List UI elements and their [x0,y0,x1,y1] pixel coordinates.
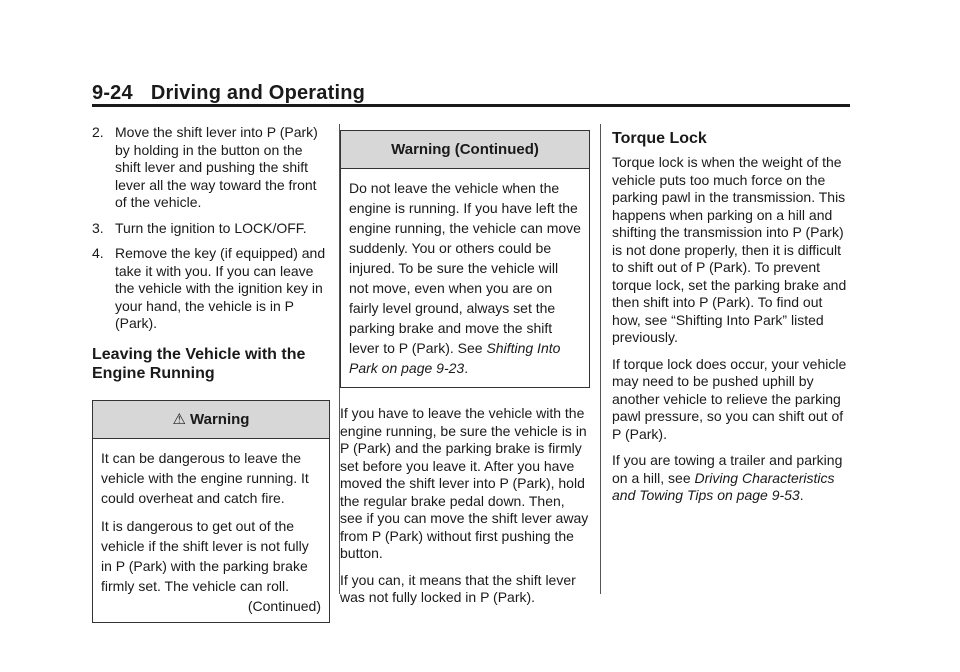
warning-text-tail: . [464,360,469,376]
step-item [92,124,330,212]
warning-continued-box [340,130,590,388]
body-paragraph: If you can, it means that the shift lever was not fully locked in P (Park). [340,571,576,605]
step-item [92,245,330,333]
continued-label: (Continued) [247,597,321,614]
warning-triangle-icon: ⚠︎ [172,410,186,428]
warning-header [93,401,329,439]
step-number: 3. [92,219,104,236]
body-paragraph: If torque lock does occur, your vehicle may need to be pushed uphill by another vehicle to relieve the parking pawl pressure, so you can shift out of P (Park). [612,355,847,442]
warning-box [92,400,330,623]
cross-reference-link[interactable]: Shifting Into Park on page 9-23 [349,340,561,376]
cross-reference-link[interactable]: Driving Characteristics and Towing Tips on page 9-53 [612,469,835,503]
warning-paragraph: It can be dangerous to leave the vehicle with the engine running. It could overheat and catch fire. [101,449,309,506]
step-item [92,220,330,238]
step-text: Move the shift lever into P (Park) by holding in the button on the shift lever and pushing the shift lever all the way toward the front of the vehicle. [115,124,318,210]
paragraph-tail: . [799,487,804,503]
warning-title: Warning [190,410,250,428]
step-text: Turn the ignition to LOCK/OFF. [115,219,307,236]
step-number: 4. [92,245,104,261]
body-paragraph: Torque lock is when the weight of the vehicle puts too much force on the parking pawl in the transmission. This happens when parking on a hill and shifting the transmission into P (Park) is not done properly, then it is difficult to shift out of P (Park). To prevent torque lock, set the parking brake and then shift into P (Park). To find out how, see “Shifting Into Park” listed previously. [612,154,847,345]
step-number: 2. [92,124,104,140]
column-2 [340,124,590,616]
column-divider [600,124,601,594]
page-number: 9-24 [92,82,133,104]
warning-paragraph: It is dangerous to get out of the vehicle if the shift lever is not fully in P (Park) with the parking brake firmly set. The vehicle can roll. [101,517,309,594]
section-heading: Leaving the Vehicle with the Engine Running [92,345,306,382]
warning-body [93,439,329,622]
warning-body [341,169,589,387]
warning-text: Do not leave the vehicle when the engine is running. If you have left the engine running, the vehicle can move suddenly. You or others could be injured. To be sure the vehicle will not move, even when you are on fairly level ground, always set the parking brake and move the shift lever to P (Park). See [349,180,581,356]
column-1 [92,124,330,623]
header-rule [92,104,850,107]
page-header [92,82,365,105]
column-3 [612,124,852,514]
section-heading: Torque Lock [612,130,707,147]
warning-header: Warning (Continued) [341,131,589,169]
body-paragraph: If you have to leave the vehicle with the engine running, be sure the vehicle is in P (Park) and the parking brake is firmly set before you leave it. After you have moved the shift lever into P (Park), hold the regular brake pedal down. Then, see if you can move the shift lever away from P (Park) without first pushing the button. [340,405,589,561]
step-text: Remove the key (if equipped) and take it with you. If you can leave the vehicle with the ignition key in your hand, the vehicle is in P (Park). [115,245,326,331]
paragraph-text: If you are towing a trailer and parking on a hill, see [612,452,843,486]
body-paragraph [612,452,852,505]
section-title: Driving and Operating [150,82,366,104]
